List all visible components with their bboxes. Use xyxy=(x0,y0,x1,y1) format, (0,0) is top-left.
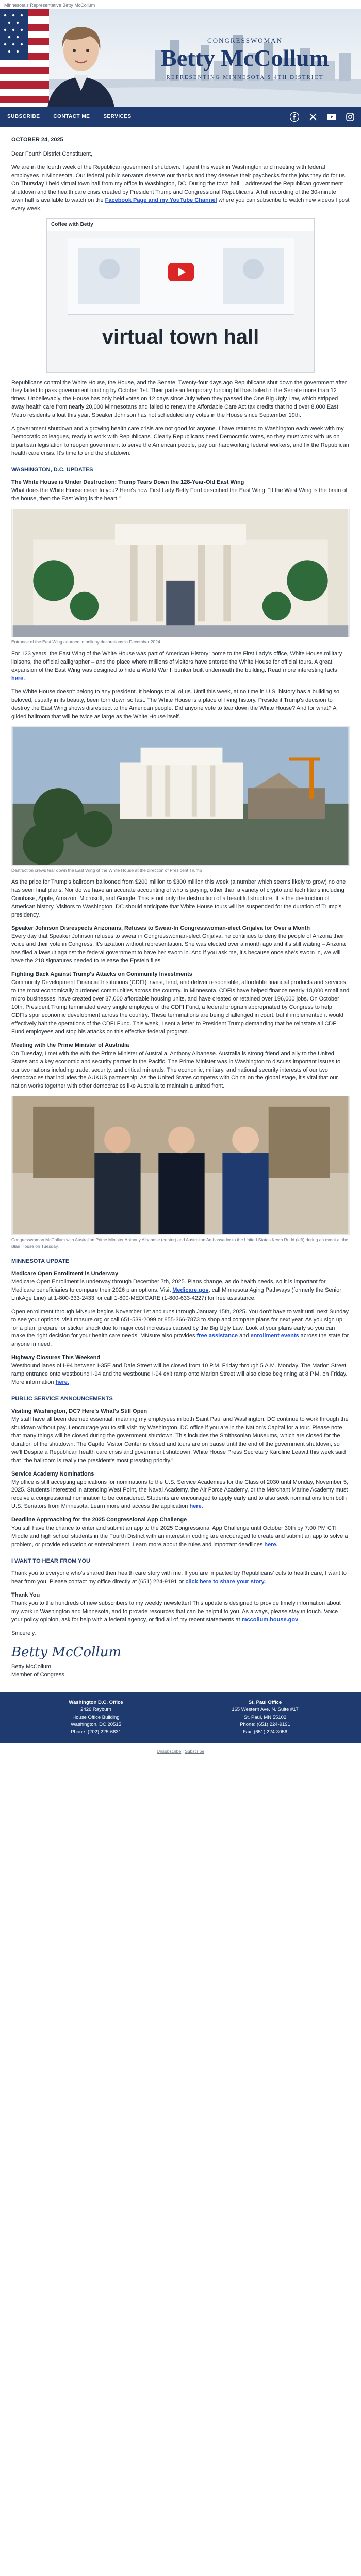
academy-heading: Service Academy Nominations xyxy=(11,1470,94,1477)
header-banner xyxy=(0,9,361,107)
share-story-link[interactable]: click here to share your story. xyxy=(185,1578,266,1585)
east-wing-paragraph-2: The White House doesn't belong to any president. It belongs to all of us. Until this week, at no time in U.S. history has a building so beloved, usually in its beauty, been torn down so fast. The White House is a place of living history. President Trump's decision to destroy the East Wing shows disrespect to the American people. Did anyone vote to tear down the White House? And for what? A gilded ballroom that will be twice as large as the White House itself. xyxy=(11,688,340,720)
nav-services[interactable]: SERVICES xyxy=(103,113,132,120)
footer-addresses xyxy=(0,1692,361,1743)
free-assistance-link[interactable]: free assistance xyxy=(196,1333,238,1340)
east-wing-facts-link[interactable]: here. xyxy=(11,675,25,682)
demolition-caption: Destruction crews tear down the East Wing of the White House at the direction of President Trump xyxy=(11,867,202,873)
video-title-bar: Coffee with Betty xyxy=(47,219,314,231)
app-challenge-text: You still have the chance to enter and submit an app to the 2025 Congressional App Challenge until October 30th by 7:00 PM CT! Middle and high school students in the Fourth District with an interest in coding are encouraged to create and submit an app to solve a problem, or provide education or entertainment. Learn more about the rules and important deadlines xyxy=(11,1525,348,1548)
app-challenge-link[interactable]: here. xyxy=(264,1541,278,1548)
footer-links: Unsubscribe | Subscribe xyxy=(157,1749,204,1754)
newsletter-body xyxy=(0,127,361,1685)
instagram-icon[interactable] xyxy=(344,111,356,123)
video-title: virtual town hall xyxy=(102,325,259,348)
grijalva-heading: Speaker Johnson Disrespects Arizonans, Refuses to Swear-In Congresswoman-elect Grijalva for Over a Month xyxy=(11,925,310,931)
unsubscribe-link[interactable]: Unsubscribe xyxy=(157,1749,182,1754)
academy-text: My office is still accepting applications for nominations to the U.S. Service Academies for the Class of 2030 until Monday, November 5, 2025. Students interested in attending West Point, the Naval Academy, the Air Force Academy, or the Merchant Marine Academy must receive a congressional nomination to be considered. Students are encouraged to apply early and to also seek nominations from both U.S. Senators from Minnesota. Learn more and access the application xyxy=(11,1479,349,1510)
east-wing-history-text: For 123 years, the East Wing of the White House was part of American History: home to the First Lady's office, White House military liaisons, the official calligrapher – and the place where millions of visitors have entered the White House for official tours. A great expansion of the East Wing was designed to hide a World War II bunker built underneath the building. Read more interesting facts xyxy=(11,651,342,673)
mnsure-text: Open enrollment through MNsure begins November 1st and runs through January 15th, 2025. You don't have to wait until next Sunday to see your options; visit mnsure.org or call 651-539-2099 or 855-366-7873 to shop and compare plans for next year. As you sign up for a plan, prepare for sticker shock due to major cost increases caused by the Big Ugly Law. Look at your plans early so you can make the right decision for your health care needs. MNsure also provides xyxy=(11,1308,349,1340)
hear-text: Thank you to everyone who's shared their health care story with me. If you are impacted by Republicans' cuts to health care, I want to hear from you. Please contact my office directly at (651) 224-9191 or xyxy=(11,1570,347,1585)
albanese-body: On Tuesday, I met with the with the Prime Minister of Australia, Anthony Albanese. Australia is strong friend and ally to the United States and a key economic and security partner in the Pacific. The Prime Minister was in Washington to discuss important issues to our two nations including trade, security, and critical minerals. The economic, military, and national security interests of our two democracies that includes the AUKUS partnership. As the United States competes with China on the global stage, it's vital that our nation works together with other democracies like Australia to maintain a united front. xyxy=(11,1050,341,1090)
dc-office-line: 2426 Rayburn xyxy=(80,1707,111,1713)
nav-bar xyxy=(0,107,361,127)
enrollment-events-link[interactable]: enrollment events xyxy=(250,1333,299,1340)
sincerely: Sincerely, xyxy=(11,1630,36,1636)
stpaul-office-line: St. Paul, MN 55102 xyxy=(243,1714,287,1720)
albanese-heading: Meeting with the Prime Minister of Australia xyxy=(11,1042,129,1048)
flag-image xyxy=(0,9,49,107)
newsletter-date: OCTOBER 24, 2025 xyxy=(11,137,63,143)
nav-contact-me[interactable]: CONTACT ME xyxy=(53,113,90,120)
east-wing-caption: Entrance of the East Wing adorned in holiday decorations in December 2024. xyxy=(11,639,162,645)
facebook-youtube-link[interactable]: Facebook Page and my YouTube Channel xyxy=(105,197,217,204)
app-challenge-heading: Deadline Approaching for the 2025 Congressional App Challenge xyxy=(11,1517,187,1523)
medicare-heading: Medicare Open Enrollment is Underway xyxy=(11,1270,119,1277)
website-link[interactable]: mccollum.house.gov xyxy=(241,1616,299,1623)
facebook-icon[interactable] xyxy=(289,111,300,123)
thank-you-paragraph xyxy=(11,1600,350,1624)
header-name: Betty McCollum xyxy=(161,44,329,71)
dc-office-line: Washington, DC 20515 xyxy=(71,1721,121,1727)
cdfi-heading: Fighting Back Against Trump's Attacks on Community Investments xyxy=(11,971,192,978)
grijalva-body: Every day that Speaker Johnson refuses to swear in Congresswoman-elect Grijalva, he continues to deny the people of Arizona their voice and their vote in Congress. It's taxation without representation. She was elected over a month ago and it's still waiting – Arizona has filed a lawsuit against the federal government to have her sworn in. And if you ask me, it's because once she's sworn in, we will have the 218 signatures needed to release the Epstein files. xyxy=(11,933,346,964)
portrait-image xyxy=(42,19,120,107)
stpaul-office-phone: Phone: (651) 224-9191 xyxy=(240,1721,290,1727)
albanese-caption: Congresswoman McCollum with Australian Prime Minister Anthony Albanese (center) and Australian Ambassador to the United States Kevin Rudd (left) during an event at the Blair House on Tuesday. xyxy=(11,1237,348,1249)
header-title xyxy=(134,36,356,82)
closing-name: Betty McCollum xyxy=(11,1664,52,1670)
medicare-text-1b: , call Minnesota Aging Pathways (formerly the Senior LinkAge Line) at 1-800-333-2433, or call 1-800-MEDICARE (1-800-633-4227) for free assistance. xyxy=(11,1286,341,1301)
preheader: Minnesota's Representative Betty McCollum xyxy=(0,0,361,9)
highway-body xyxy=(11,1362,350,1387)
albanese-photo xyxy=(11,1096,350,1235)
youtube-icon[interactable] xyxy=(326,111,337,123)
closing-title: Member of Congress xyxy=(11,1672,64,1679)
dc-office-line: House Office Building xyxy=(72,1714,120,1720)
header-kicker: CONGRESSWOMAN xyxy=(207,37,283,44)
dc-office-phone: Phone: (202) 225-6631 xyxy=(71,1729,121,1735)
thank-you-text: Thank you to the hundreds of new subscribers to my weekly newsletter! This update is designed to provide timely information about my work in Washington and Minnesota, and to provide resources that can be helpful to you. As always, please stay in touch. Voice your policy opinion, ask for help with a federal agency, or find all of my recent statements at xyxy=(11,1600,341,1623)
highway-info-link[interactable]: here. xyxy=(55,1379,69,1386)
visiting-heading: Visiting Washington, DC? Here's What's Still Open xyxy=(11,1408,147,1414)
nav-subscribe[interactable]: SUBSCRIBE xyxy=(7,113,40,120)
shutdown-paragraph-2: A government shutdown and a growing health care crisis are not good for anyone. I have returned to Washington each week with my Democratic colleagues, ready to work with Republicans. Clearly Republicans need Democratic votes, so they must work with us on bipartisan legislation to reopen government to serve the American people, pay our hardworking federal workers, and fix the Republican health care crisis. It's time to end the shutdown. xyxy=(11,426,349,456)
medicare-text-1: Medicare Open Enrollment is underway through December 7th, 2025. Plans change, as do health needs, so it is important for Medicare beneficiaries to compare their 2026 plan options. Visit xyxy=(11,1278,326,1293)
medicare-gov-link[interactable]: Medicare.gov xyxy=(172,1286,209,1293)
intro-text-end: where you can subscribe to watch new videos I post every week. xyxy=(11,197,350,212)
highway-heading: Highway Closures This Weekend xyxy=(11,1354,101,1361)
stpaul-office-line: 165 Western Ave. N. Suite #17 xyxy=(232,1707,299,1713)
intro-paragraph xyxy=(11,164,350,213)
intro-text: We are in the fourth week of the Republican government shutdown. I spent this week in Washington and meeting with federal employees in Minnesota. Our federal public servants deserve our thanks and they deserve their paychecks for the jobs they do for us. On Thursday I held virtual town hall from my office in Washington, DC. During the town hall, I addressed the Republican government shutdown and the health care crisis created by President Trump and Congressional Republicans. A full recording of the 30-minute town hall is available to watch on the xyxy=(11,164,347,204)
play-button[interactable] xyxy=(168,263,194,281)
east-wing-lead: What does the White House mean to you? Here's how First Lady Betty Ford described the East Wing: "If the West Wing is the brain of the house, then the East Wing is the heart." xyxy=(11,487,348,502)
minnesota-update-heading: MINNESOTA UPDATE xyxy=(11,1258,70,1264)
thank-you-heading: Thank You xyxy=(11,1591,40,1598)
academy-body xyxy=(11,1479,350,1512)
hear-paragraph xyxy=(11,1570,350,1586)
stpaul-office-title: St. Paul Office xyxy=(248,1700,282,1706)
east-wing-history xyxy=(11,650,350,683)
highway-text: Westbound lanes of I-94 between I-35E and Dale Street will be closed from 10 P.M. Friday through 5 A.M. Monday. The Marion Street ramp entrance onto westbound I-94 and the westbound I-94 exit ramp onto Marion Street will also close beginning at 8 P.M. on Friday. More information xyxy=(11,1363,348,1386)
twitter-icon[interactable] xyxy=(307,111,319,123)
east-wing-heading: The White House is Under Destruction: Trump Tears Down the 128-Year-Old East Wing xyxy=(11,479,244,485)
mnsure-paragraph xyxy=(11,1308,350,1349)
cdfi-body: Community Development Financial Institutions (CDFI) invest, lend, and deliver responsible, affordable financial products and services to the most economically burdened communities across the country. In Minnesota, CDFIs have helped finance nearly 18,000 small and micro businesses, have created over 37,000 affordable housing units, and have created or retained over 196,000 jobs. On October 10th, President Trump terminated every single employee of the CDFI Fund, a federal program appropriated by Congress to help CDFIs spur economic development across the country. These terminations are being challenged in court, but if implemented it would effectively halt the operations of the CDFI Fund. This week, I sent a letter to President Trump demanding that he reinstate all CDFI Fund employees and stop his attacks on this effective federal program. xyxy=(11,979,350,1035)
visiting-body: My staff have all been deemed essential, meaning my employees in both Saint Paul and Washington, DC continue to work through the shutdown without pay. I encourage you to still visit my Washington, DC office if you are in the Nation's Capital for a tour. Please note that many things will be closed during the government shutdown. This includes the Smithsonian Museums, which are closed for the duration of the shutdown. The Capitol Visitor Center is closed and tours are on pause until the end of the government shutdown, so we'll Despite a Republican health care crisis and government shutdown, White House Press Secretary Karoline Leavitt this week said that "the ballroom is really the president's most pressing priority." xyxy=(11,1416,349,1464)
signature: Betty McCollum xyxy=(11,1644,122,1660)
hear-from-you-heading: I WANT TO HEAR FROM YOU xyxy=(11,1558,90,1564)
mnsure-text-mid: and xyxy=(239,1333,249,1340)
public-service-heading: PUBLIC SERVICE ANNOUNCEMENTS xyxy=(11,1396,113,1402)
east-wing-photo xyxy=(11,509,350,637)
ballroom-cost-paragraph: As the price for Trump's ballroom ballooned from $200 million to $300 million this week (a number which seems likely to grow) no one has seen final plans. Nor do we have an accurate accounting of who is paying, other than a variety of crypto and tech titans including Coinbase, Apple, Amazon, Microsoft, and Google. This is not only the destruction of a beautiful structure. It is the destruction of American history. Visitors to Washington, DC should anticipate that White House tours will be suspended for the duration of Trump's presidency. xyxy=(11,878,346,918)
stpaul-office xyxy=(180,1699,350,1736)
demolition-photo xyxy=(11,726,350,866)
header-district: REPRESENTING MINNESOTA'S 4TH DISTRICT xyxy=(166,72,323,82)
mnsure-text-end: across the state for anyone in need. xyxy=(11,1333,349,1348)
dc-office xyxy=(11,1699,180,1736)
academy-application-link[interactable]: here. xyxy=(189,1503,203,1510)
washington-updates-heading: WASHINGTON, D.C. UPDATES xyxy=(11,466,93,473)
shutdown-paragraph-1: Republicans control the White House, the House, and the Senate. Twenty-four days ago Republicans shut down the government after they failed to pass government funding by October 1st. Their partisan temporary funding bill has failed in the Senate more than 12 times. Unbelievably, the House has only held votes on 12 days since July when they passed the One Big Ugly Law, which stripped away health care from nearly 20,000 Minnesotans and failed to renew the Affordable Care Act tax credits that hold over 8,000 East Metro residents afloat this year. Speaker Johnson has not scheduled any votes in the House since September 19th. xyxy=(11,379,347,419)
app-challenge-body xyxy=(11,1524,350,1549)
stpaul-office-fax: Fax: (651) 224-3056 xyxy=(242,1729,288,1735)
subscribe-link[interactable]: Subscribe xyxy=(185,1749,204,1754)
medicare-paragraph-1 xyxy=(11,1278,350,1303)
town-hall-video[interactable] xyxy=(46,218,315,373)
greeting: Dear Fourth District Constituent, xyxy=(11,150,93,157)
dc-office-title: Washington D.C. Office xyxy=(69,1700,123,1706)
